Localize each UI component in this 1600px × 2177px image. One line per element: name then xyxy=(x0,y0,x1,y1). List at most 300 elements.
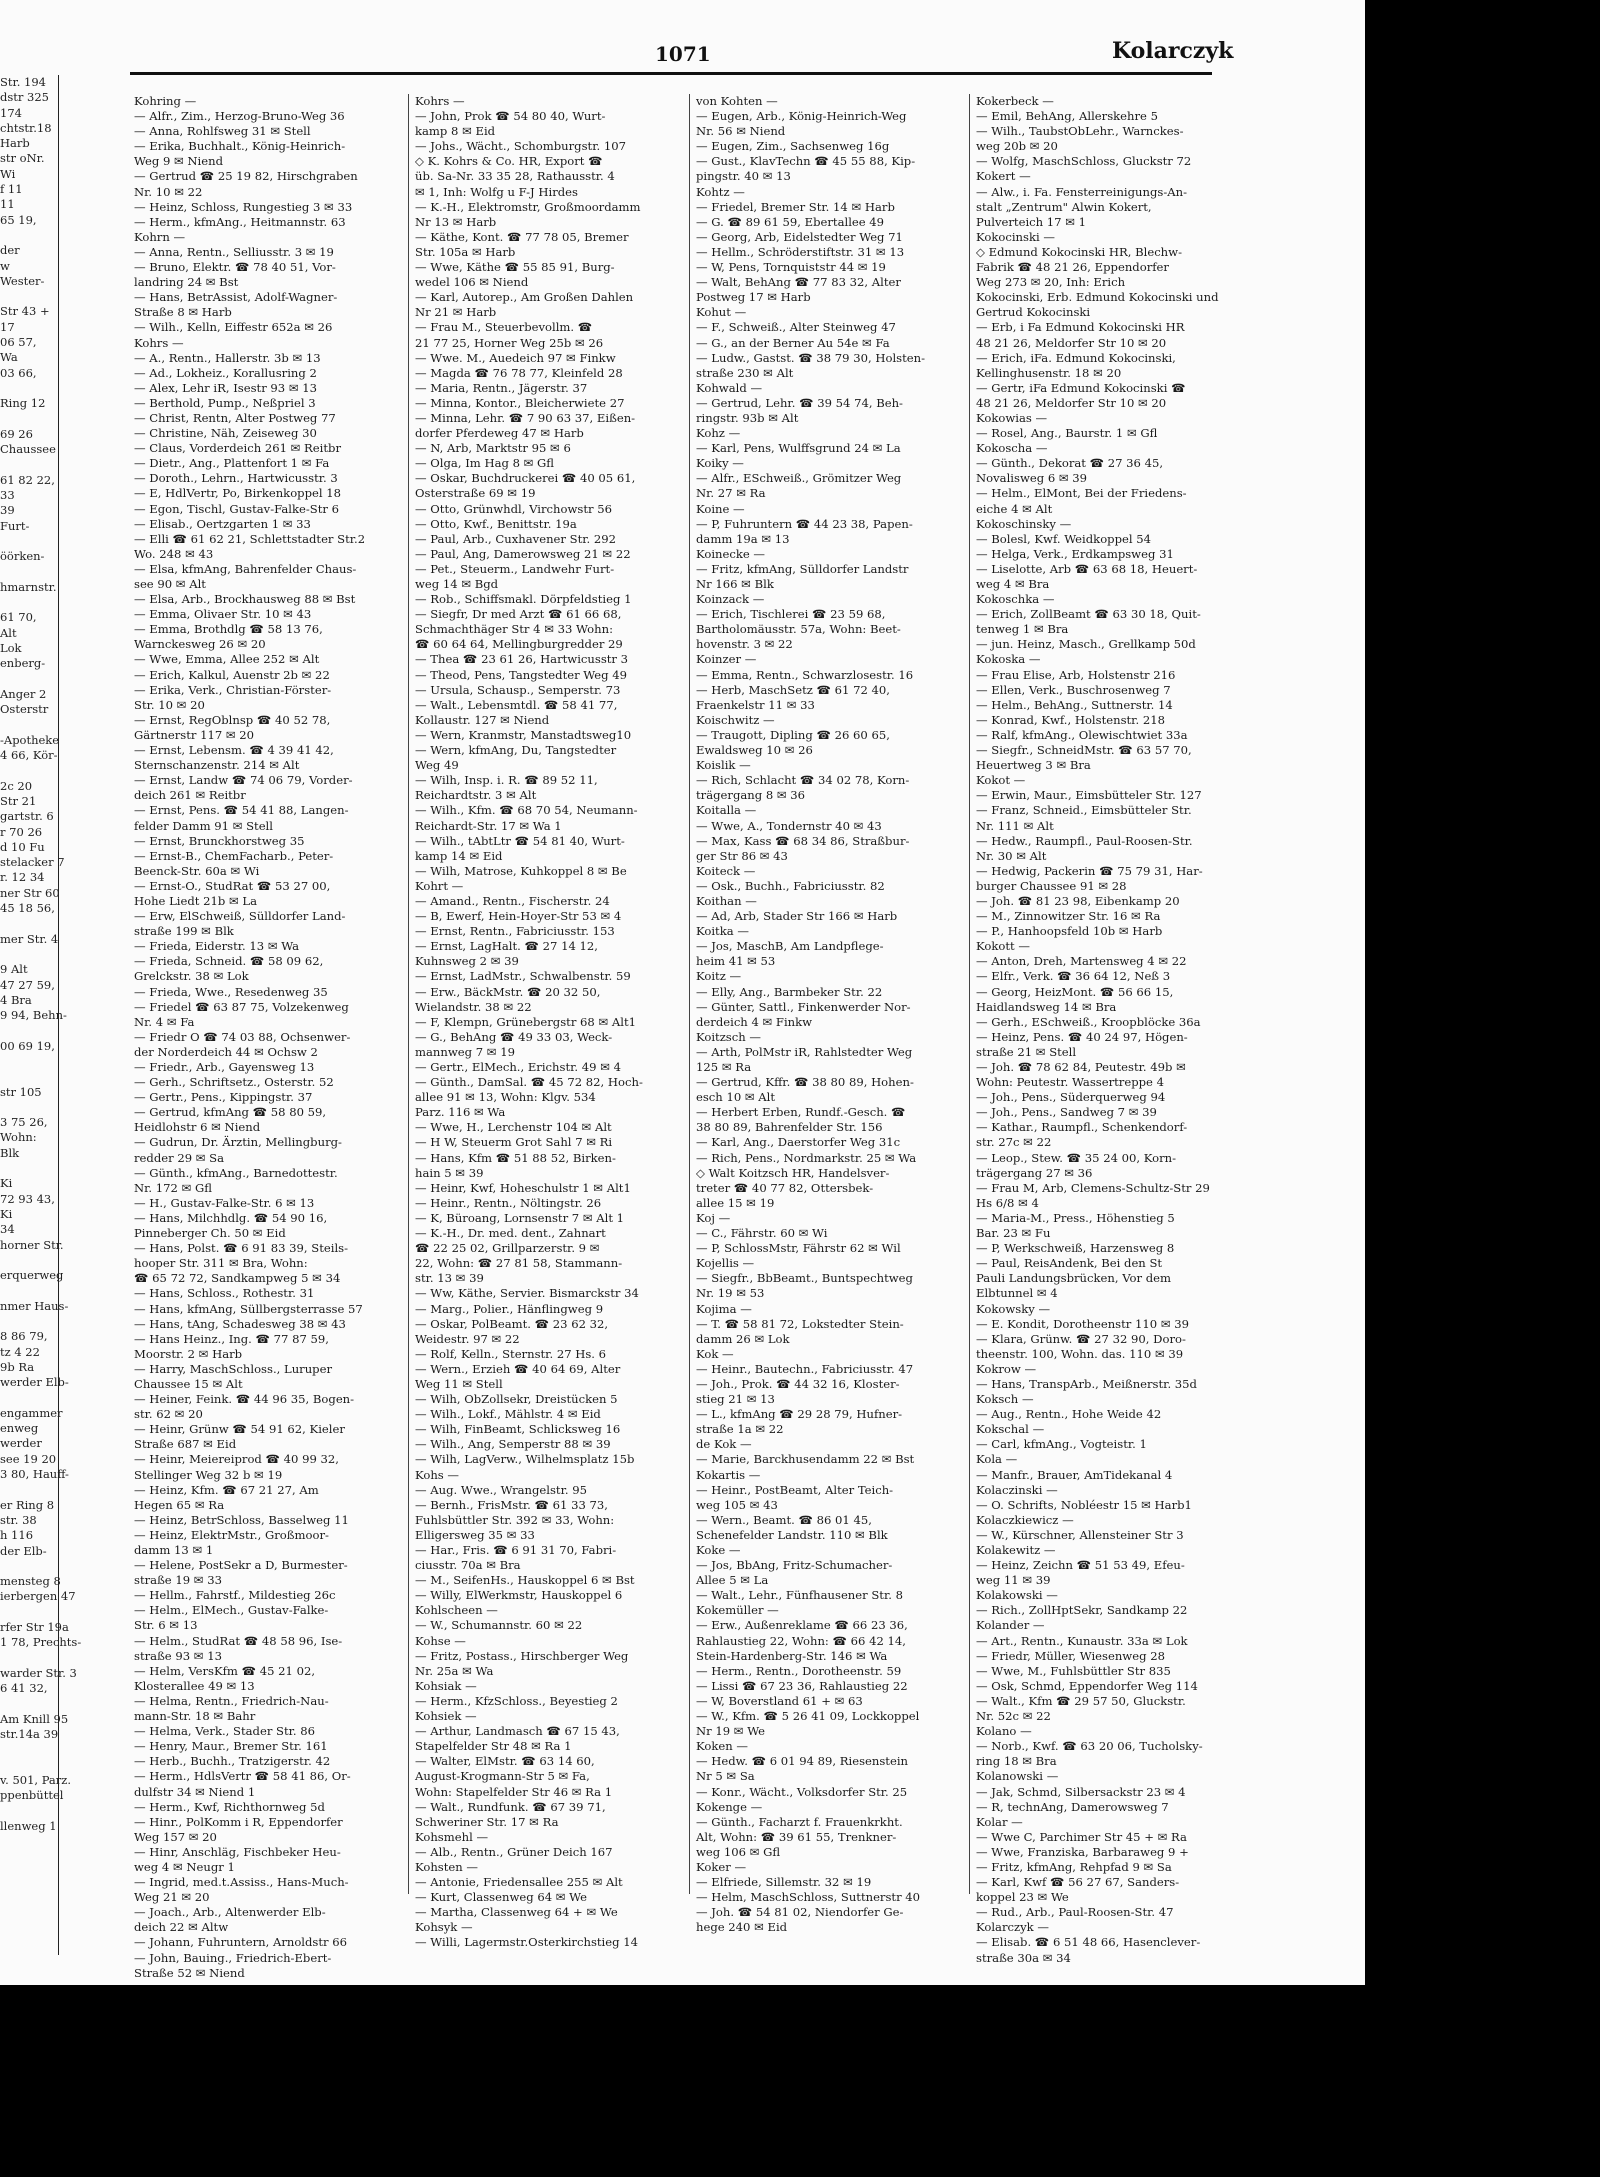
directory-entry-line: — Willy, ElWerkmstr, Hauskoppel 6 xyxy=(415,1588,623,1603)
directory-entry-line: — R, technAng, Damerowsweg 7 xyxy=(976,1799,1169,1814)
directory-entry-line: dorfer Pferdeweg 47 ✉ Harb xyxy=(415,426,584,441)
fragment-line: Ki xyxy=(0,1176,13,1191)
directory-entry-line: — Gerh., ESchweiß., Kroopblöcke 36a xyxy=(976,1014,1201,1029)
directory-entry-line: — Wwe. M., Auedeich 97 ✉ Finkw xyxy=(415,350,616,365)
surname-heading: Kolakowski — xyxy=(976,1588,1058,1603)
directory-entry-line: — Johs., Wächt., Schomburgstr. 107 xyxy=(415,139,626,154)
directory-entry-line: — Heinr., PostBeamt, Alter Teich- xyxy=(696,1482,894,1497)
directory-entry-line: ◇ K. Kohrs & Co. HR, Export ☎ xyxy=(415,154,603,169)
directory-entry-line: Pauli Landungsbrücken, Vor dem xyxy=(976,1271,1172,1286)
fragment-line: ierbergen 47 xyxy=(0,1589,76,1604)
directory-entry-line: — Herm., KfzSchloss., Beyestieg 2 xyxy=(415,1693,618,1708)
directory-entry-line: theenstr. 100, Wohn. das. 110 ✉ 39 xyxy=(976,1346,1184,1361)
fragment-line xyxy=(0,565,58,580)
directory-entry-line: — Thea ☎ 23 61 26, Hartwicusstr 3 xyxy=(415,652,629,667)
fragment-line: -Apotheke xyxy=(0,732,60,747)
directory-entry-line: — Heinz, Zeichn ☎ 51 53 49, Efeu- xyxy=(976,1558,1185,1573)
directory-entry-line: — Siegfr, Dr med Arzt ☎ 61 66 68, xyxy=(415,607,622,622)
fragment-line xyxy=(0,1696,58,1711)
directory-entry-line: 38 80 89, Bahrenfelder Str. 156 xyxy=(696,1120,883,1135)
surname-heading: Kohsten — xyxy=(415,1859,479,1874)
fragment-line: 33 xyxy=(0,488,15,503)
directory-entry-line: — Hedw., Raumpfl., Paul-Roosen-Str. xyxy=(976,833,1193,848)
directory-column-3 xyxy=(696,94,964,1935)
directory-entry-line: Reichardtstr. 3 ✉ Alt xyxy=(415,788,537,803)
directory-entry-line: Moorstr. 2 ✉ Harb xyxy=(134,1346,243,1361)
directory-column-1 xyxy=(134,94,402,1980)
directory-entry-line: — Wilh, Matrose, Kuhkoppel 8 ✉ Be xyxy=(415,863,627,878)
directory-entry-line: — Elsa, kfmAng, Bahrenfelder Chaus- xyxy=(134,561,357,576)
surname-heading: Kohwald — xyxy=(696,380,763,395)
directory-entry-line: Nr 19 ✉ We xyxy=(696,1724,766,1739)
directory-entry-line: — Friedr., Arb., Gayensweg 13 xyxy=(134,1060,315,1074)
directory-entry-line: — Friedr, Müller, Wiesenweg 28 xyxy=(976,1648,1165,1663)
fragment-line xyxy=(0,381,58,396)
directory-entry-line: — Hans, Milchhdlg. ☎ 54 90 16, xyxy=(134,1210,328,1225)
directory-entry-line: ◇ Edmund Kokocinski HR, Blechw- xyxy=(976,244,1182,259)
fragment-line: der xyxy=(0,243,20,258)
directory-entry-line: — K.-H., Elektromstr, Großmoordamm xyxy=(415,199,641,214)
directory-entry-line: — Wilh, LagVerw., Wilhelmsplatz 15b xyxy=(415,1452,635,1467)
directory-entry-line: Fabrik ☎ 48 21 26, Eppendorfer xyxy=(976,260,1169,275)
directory-entry-line: trägergang 27 ✉ 36 xyxy=(976,1165,1093,1180)
directory-entry-line: — Gertrud, Kffr. ☎ 38 80 89, Hohen- xyxy=(696,1075,914,1090)
directory-entry-line: — Harry, MaschSchloss., Luruper xyxy=(134,1361,333,1376)
directory-entry-line: — Ralf, kfmAng., Olewischtwiet 33a xyxy=(976,727,1188,742)
directory-entry-line: — Theod, Pens, Tangstedter Weg 49 xyxy=(415,667,628,682)
fragment-line xyxy=(0,1742,58,1757)
fragment-line: 3 80, Hauff- xyxy=(0,1467,69,1482)
directory-entry-line: — Frieda, Schneid. ☎ 58 09 62, xyxy=(134,954,324,969)
directory-entry-line: — Ernst-O., StudRat ☎ 53 27 00, xyxy=(134,878,331,893)
directory-entry-line: — Walt., Lehr., Fünfhausener Str. 8 xyxy=(696,1588,903,1603)
directory-entry-line: — H., Gustav-Falke-Str. 6 ✉ 13 xyxy=(134,1195,315,1210)
fragment-line xyxy=(0,1605,58,1620)
directory-entry-line: — Heinr., Rentn., Nöltingstr. 26 xyxy=(415,1195,602,1210)
directory-entry-line: — Wwe C, Parchimer Str 45 + ✉ Ra xyxy=(976,1829,1187,1844)
directory-entry-line: Weg 21 ✉ 20 xyxy=(134,1890,210,1905)
directory-entry-line: — Erw., Außenreklame ☎ 66 23 36, xyxy=(696,1618,908,1633)
directory-entry-line: — W, Pens, Tornquiststr 44 ✉ 19 xyxy=(696,260,886,275)
fragment-line: str oNr. xyxy=(0,151,45,166)
directory-entry-line: — Fritz, kfmAng, Rehpfad 9 ✉ Sa xyxy=(976,1859,1172,1874)
directory-entry-line: — Walt., Lebensmtdl. ☎ 58 41 77, xyxy=(415,697,618,712)
fragment-line: 4 Bra xyxy=(0,992,32,1007)
directory-entry-line: — Karl, Ang., Daerstorfer Weg 31c xyxy=(696,1135,901,1150)
fragment-line xyxy=(0,1651,58,1666)
directory-entry-line: August-Krogmann-Str 5 ✉ Fa, xyxy=(415,1769,590,1784)
directory-entry-line: — Christ, Rentn, Alter Postweg 77 xyxy=(134,410,336,425)
directory-entry-line: — Ad, Arb, Stader Str 166 ✉ Harb xyxy=(696,909,898,924)
directory-entry-line: Heidlohstr 6 ✉ Niend xyxy=(134,1120,261,1135)
directory-entry-line: Hs 6/8 ✉ 4 xyxy=(976,1195,1039,1210)
directory-entry-line: Stapelfelder Str 48 ✉ Ra 1 xyxy=(415,1739,572,1754)
fragment-line: engammer xyxy=(0,1405,63,1420)
fragment-line xyxy=(0,1559,58,1574)
fragment-line: werder xyxy=(0,1436,42,1451)
directory-entry-line: — Wwe, Käthe ☎ 55 85 91, Burg- xyxy=(415,260,615,275)
directory-entry-line: — T. ☎ 58 81 72, Lokstedter Stein- xyxy=(696,1316,904,1331)
fragment-line: 9 94, Behn- xyxy=(0,1008,67,1023)
directory-entry-line: — Amand., Rentn., Fischerstr. 24 xyxy=(415,893,610,908)
directory-entry-line: — Kurt, Classenweg 64 ✉ We xyxy=(415,1890,588,1905)
fragment-line xyxy=(0,457,58,472)
directory-entry-line: — E, HdlVertr, Po, Birkenkoppel 18 xyxy=(134,486,342,501)
directory-entry-line: — F, Klempn, Grünebergstr 68 ✉ Alt1 xyxy=(415,1014,637,1029)
directory-entry-line: — Marie, Barckhusendamm 22 ✉ Bst xyxy=(696,1452,915,1467)
directory-entry-line: wedel 106 ✉ Niend xyxy=(415,275,529,290)
directory-entry-line: — Paul, ReisAndenk, Bei den St xyxy=(976,1256,1163,1271)
fragment-line: enweg xyxy=(0,1421,39,1436)
fragment-line: f 11 xyxy=(0,182,23,197)
fragment-line xyxy=(0,763,58,778)
surname-heading: Kohtz — xyxy=(696,184,745,199)
fragment-line: r 70 26 xyxy=(0,824,43,839)
directory-entry-line: — Gertr, iFa Edmund Kokocinski ☎ xyxy=(976,380,1186,395)
surname-heading: Kokocinski — xyxy=(976,229,1055,244)
fragment-line: Ki xyxy=(0,1206,13,1221)
directory-entry-line: — Ernst, Brunckhorstweg 35 xyxy=(134,833,305,848)
directory-entry-line: straße 230 ✉ Alt xyxy=(696,365,794,380)
directory-entry-line: — Pet., Steuerm., Landwehr Furt- xyxy=(415,561,615,576)
directory-entry-line: — Günth., DamSal. ☎ 45 72 82, Hoch- xyxy=(415,1075,643,1090)
surname-heading: Kolakewitz — xyxy=(976,1543,1056,1557)
fragment-line xyxy=(0,1054,58,1069)
directory-entry-line: Hegen 65 ✉ Ra xyxy=(134,1497,225,1512)
directory-entry-line: hege 240 ✉ Eid xyxy=(696,1920,788,1935)
directory-entry-line: — K.-H., Dr. med. dent., Zahnart xyxy=(415,1226,606,1241)
directory-entry-line: — Siegfr., SchneidMstr. ☎ 63 57 70, xyxy=(976,743,1192,758)
directory-entry-line: — Ernst, LadMstr., Schwalbenstr. 59 xyxy=(415,969,631,984)
directory-entry-line: Weidestr. 97 ✉ 22 xyxy=(415,1331,520,1346)
directory-entry-line: — Jos, MaschB, Am Landpflege- xyxy=(696,939,884,954)
directory-entry-line: — Aug., Rentn., Hohe Weide 42 xyxy=(976,1407,1162,1422)
directory-entry-line: Klosterallee 49 ✉ 13 xyxy=(134,1678,255,1693)
directory-entry-line: — Osk, Schmd, Eppendorfer Weg 114 xyxy=(976,1678,1198,1693)
column-rule xyxy=(408,94,409,1894)
directory-entry-line: straße 199 ✉ Blk xyxy=(134,924,234,939)
surname-heading: Kokemüller — xyxy=(696,1603,779,1618)
directory-entry-line: — Helm, VersKfm ☎ 45 21 02, xyxy=(134,1663,316,1678)
fragment-line: Wohn: xyxy=(0,1130,37,1145)
directory-entry-line: — Liselotte, Arb ☎ 63 68 18, Heuert- xyxy=(976,561,1198,576)
fragment-line: ner Str 60 xyxy=(0,885,60,900)
fragment-line: gartstr. 6 xyxy=(0,809,54,824)
directory-entry-line: — C., Fährstr. 60 ✉ Wi xyxy=(696,1226,828,1241)
fragment-line xyxy=(0,947,58,962)
fragment-line: w xyxy=(0,258,10,273)
directory-entry-line: — Erb, i Fa Edmund Kokocinski HR xyxy=(976,320,1185,335)
fragment-line: enberg- xyxy=(0,656,46,671)
directory-entry-line: — Ingrid, med.t.Assiss., Hans-Much- xyxy=(134,1875,349,1890)
fragment-line xyxy=(0,1314,58,1329)
directory-entry-line: — Heinz, ElektrMstr., Großmoor- xyxy=(134,1527,329,1542)
fragment-line: Blk xyxy=(0,1145,20,1160)
fragment-line: Alt xyxy=(0,625,17,640)
directory-entry-line: damm 19a ✉ 13 xyxy=(696,531,790,546)
directory-entry-line: Nr 21 ✉ Harb xyxy=(415,305,497,320)
directory-entry-line: — P., Hanhoopsfeld 10b ✉ Harb xyxy=(976,924,1163,939)
surname-heading: Koitzsch — xyxy=(696,1029,761,1044)
directory-entry-line: — Herm., HdlsVertr ☎ 58 41 86, Or- xyxy=(134,1769,351,1784)
fragment-line: 2c 20 xyxy=(0,778,33,793)
directory-entry-line: — Olga, Im Hag 8 ✉ Gfl xyxy=(415,456,555,471)
directory-entry-line: — Marg., Polier., Hänflingweg 9 xyxy=(415,1301,604,1316)
surname-heading: Kolano — xyxy=(976,1724,1032,1739)
fragment-line: mer Str. 4 xyxy=(0,931,59,946)
directory-entry-line: kamp 14 ✉ Eid xyxy=(415,848,503,863)
directory-entry-line: Nr. 27 ✉ Ra xyxy=(696,486,766,501)
surname-heading: Kokschal — xyxy=(976,1422,1045,1437)
directory-entry-line: — Walt., Rundfunk. ☎ 67 39 71, xyxy=(415,1799,606,1814)
directory-entry-line: — Georg, HeizMont. ☎ 56 66 15, xyxy=(976,984,1174,999)
directory-entry-line: Straße 52 ✉ Niend xyxy=(134,1965,245,1980)
directory-entry-line: — Hans, BetrAssist, Adolf-Wagner- xyxy=(134,290,338,305)
surname-heading: Kohz — xyxy=(696,426,741,441)
directory-entry-line: — Erw., BäckMstr. ☎ 20 32 50, xyxy=(415,984,601,999)
directory-entry-line: — Friedr O ☎ 74 03 88, Ochsenwer- xyxy=(134,1029,351,1044)
directory-entry-line: Straße 8 ✉ Harb xyxy=(134,305,232,320)
directory-entry-line: — Frau M., Steuerbevollm. ☎ xyxy=(415,320,593,335)
directory-entry-line: Bartholomäusstr. 57a, Wohn: Beet- xyxy=(696,622,901,637)
directory-entry-line: Schenefelder Landstr. 110 ✉ Blk xyxy=(696,1527,888,1542)
directory-entry-line: — Gerh., Schriftsetz., Osterstr. 52 xyxy=(134,1075,334,1090)
directory-entry-line: Stellinger Weg 32 b ✉ 19 xyxy=(134,1467,283,1482)
surname-heading: Koitalla — xyxy=(696,803,757,818)
directory-entry-line: Ewaldsweg 10 ✉ 26 xyxy=(696,743,813,758)
directory-entry-line: straße 1a ✉ 22 xyxy=(696,1422,784,1437)
directory-entry-line: — Georg, Arb, Eidelstedter Weg 71 xyxy=(696,229,903,244)
directory-entry-line: Weg 9 ✉ Niend xyxy=(134,154,224,169)
page-number: 1071 xyxy=(655,42,711,66)
directory-entry-line: — Wern., Beamt. ☎ 86 01 45, xyxy=(696,1512,872,1527)
fragment-line: stelacker 7 xyxy=(0,855,65,870)
surname-heading: Kohring — xyxy=(134,94,197,108)
directory-entry-line: üb. Sa-Nr. 33 35 28, Rathausstr. 4 xyxy=(415,169,615,184)
surname-heading: Kokowsky — xyxy=(976,1301,1051,1316)
directory-entry-line: Schweriner Str. 17 ✉ Ra xyxy=(415,1814,559,1829)
directory-entry-line: — Hans, Kfm ☎ 51 88 52, Birken- xyxy=(415,1150,616,1165)
directory-entry-line: Beenck-Str. 60a ✉ Wi xyxy=(134,863,260,878)
directory-entry-line: — Christine, Näh, Zeiseweg 30 xyxy=(134,426,317,441)
surname-heading: Koiky — xyxy=(696,456,744,471)
directory-entry-line: felder Damm 91 ✉ Stell xyxy=(134,818,273,833)
directory-entry-line: — Eugen, Arb., König-Heinrich-Weg xyxy=(696,109,907,124)
directory-entry-line: stalt „Zentrum" Alwin Kokert, xyxy=(976,199,1152,214)
fragment-line: str.14a 39 xyxy=(0,1727,59,1742)
directory-entry-line: — Alfr., ESchweiß., Grömitzer Weg xyxy=(696,471,902,486)
directory-entry-line: — O. Schrifts, Nobléestr 15 ✉ Harb1 xyxy=(976,1497,1192,1512)
fragment-line: str 105 xyxy=(0,1084,42,1099)
directory-entry-line: Grelckstr. 38 ✉ Lok xyxy=(134,969,249,984)
directory-entry-line: deich 22 ✉ Altw xyxy=(134,1920,229,1935)
directory-entry-line: — Maria-M., Press., Höhenstieg 5 xyxy=(976,1210,1175,1225)
directory-entry-line: — Herm., Kwf, Richthornweg 5d xyxy=(134,1799,325,1814)
directory-entry-line: allee 15 ✉ 19 xyxy=(696,1195,775,1210)
directory-entry-line: — Joh., Pens., Sandweg 7 ✉ 39 xyxy=(976,1105,1157,1120)
directory-entry-line: — Bruno, Elektr. ☎ 78 40 51, Vor- xyxy=(134,260,336,275)
directory-entry-line: — Ernst, RegOblnsp ☎ 40 52 78, xyxy=(134,712,331,727)
fragment-line: Ring 12 xyxy=(0,396,46,411)
directory-entry-line: — John, Prok ☎ 54 80 40, Wurt- xyxy=(415,109,606,124)
surname-heading: Kolar — xyxy=(976,1814,1023,1829)
directory-entry-line: — Alw., i. Fa. Fensterreinigungs-An- xyxy=(976,184,1188,199)
directory-entry-line: der Norderdeich 44 ✉ Ochsw 2 xyxy=(134,1044,318,1059)
directory-entry-line: Kokocinski, Erb. Edmund Kokocinski und xyxy=(976,290,1219,305)
directory-entry-line: — Gertrud ☎ 25 19 82, Hirschgraben xyxy=(134,169,358,184)
directory-entry-line: — Otto, Kwf., Benittstr. 19a xyxy=(415,516,577,531)
fragment-line: rfer Str 19a xyxy=(0,1619,69,1634)
surname-heading: Kohsyk — xyxy=(415,1920,473,1935)
directory-entry-line: — Johann, Fuhruntern, Arnoldstr 66 xyxy=(134,1935,348,1950)
fragment-line: 6 41 32, xyxy=(0,1681,48,1696)
directory-entry-line: — Ad., Lokheiz., Korallusring 2 xyxy=(134,365,317,380)
directory-entry-line: — John, Bauing., Friedrich-Ebert- xyxy=(134,1950,332,1965)
directory-entry-line: Str. 6 ✉ 13 xyxy=(134,1618,198,1633)
directory-entry-line: — Anna, Rohlfsweg 31 ✉ Stell xyxy=(134,124,311,139)
fragment-line: 39 xyxy=(0,503,15,518)
directory-entry-line: — Doroth., Lehrn., Hartwicusstr. 3 xyxy=(134,471,338,486)
directory-entry-line: straße 19 ✉ 33 xyxy=(134,1573,222,1588)
directory-entry-line: — Carl, kfmAng., Vogteistr. 1 xyxy=(976,1437,1147,1452)
directory-entry-line: — Berthold, Pump., Neßpriel 3 xyxy=(134,395,316,410)
fragment-line xyxy=(0,595,58,610)
directory-entry-line: treter ☎ 40 77 82, Ottersbek- xyxy=(696,1180,874,1195)
directory-entry-line: — G. ☎ 89 61 59, Ebertallee 49 xyxy=(696,214,885,229)
directory-entry-line: ciusstr. 70a ✉ Bra xyxy=(415,1558,521,1573)
directory-entry-line: — Günter, Sattl., Finkenwerder Nor- xyxy=(696,999,911,1014)
directory-entry-line: — Arthur, Landmasch ☎ 67 15 43, xyxy=(415,1724,620,1739)
directory-entry-line: — Heinr, Meiereiprod ☎ 40 99 32, xyxy=(134,1452,339,1467)
fragment-line xyxy=(0,1161,58,1176)
directory-entry-line: — Alfr., Zim., Herzog-Bruno-Weg 36 xyxy=(134,109,345,124)
fragment-line: v. 501, Parz. xyxy=(0,1772,71,1787)
fragment-line: Anger 2 xyxy=(0,686,47,701)
directory-entry-line: — M., SeifenHs., Hauskoppel 6 ✉ Bst xyxy=(415,1573,635,1588)
surname-heading: Kokerbeck — xyxy=(976,94,1054,108)
directory-entry-line: — Fritz, kfmAng, Sülldorfer Landstr xyxy=(696,561,909,576)
directory-entry-line: — Karl, Autorep., Am Großen Dahlen xyxy=(415,290,634,305)
fragment-line: 61 82 22, xyxy=(0,472,55,487)
directory-entry-line: straße 30a ✉ 34 xyxy=(976,1950,1071,1965)
fragment-line xyxy=(0,916,58,931)
directory-entry-line: — Ernst-B., ChemFacharb., Peter- xyxy=(134,848,334,863)
directory-entry-line: — Emil, BehAng, Allerskehre 5 xyxy=(976,109,1158,124)
directory-entry-line: — Rob., Schiffsmakl. Dörpfeldstieg 1 xyxy=(415,592,632,607)
surname-heading: Kokoska — xyxy=(976,652,1041,667)
fragment-line: öörken- xyxy=(0,549,45,564)
directory-entry-line: — Helm., StudRat ☎ 48 58 96, Ise- xyxy=(134,1633,343,1648)
directory-entry-line: — Wwe, M., Fuhlsbüttler Str 835 xyxy=(976,1663,1171,1678)
directory-entry-line: — Frau Elise, Arb, Holstenstr 216 xyxy=(976,667,1176,682)
directory-entry-line: Gertrud Kokocinski xyxy=(976,305,1091,320)
directory-entry-line: — P, Fuhruntern ☎ 44 23 38, Papen- xyxy=(696,516,913,531)
surname-heading: Koinzack — xyxy=(696,592,765,607)
directory-entry-line: — Otto, Grünwhdl, Virchowstr 56 xyxy=(415,501,612,516)
directory-entry-line: — Helm., ElMont, Bei der Friedens- xyxy=(976,486,1187,501)
fragment-line xyxy=(0,1069,58,1084)
directory-entry-line: — Hans, tAng, Schadesweg 38 ✉ 43 xyxy=(134,1316,346,1331)
directory-entry-line: — K, Büroang, Lornsenstr 7 ✉ Alt 1 xyxy=(415,1210,625,1225)
directory-entry-line: straße 21 ✉ Stell xyxy=(976,1044,1077,1059)
directory-entry-line: weg 105 ✉ 43 xyxy=(696,1497,778,1512)
directory-entry-line: — Gust., KlavTechn ☎ 45 55 88, Kip- xyxy=(696,154,916,169)
directory-entry-line: — Wilh., Ang, Semperstr 88 ✉ 39 xyxy=(415,1437,611,1452)
fragment-line: 65 19, xyxy=(0,212,37,227)
directory-entry-line: — Erich, iFa. Edmund Kokocinski, xyxy=(976,350,1176,365)
directory-entry-line: — Herb, MaschSetz ☎ 61 72 40, xyxy=(696,682,890,697)
fragment-line: Wa xyxy=(0,350,18,365)
surname-heading: Kohsmehl — xyxy=(415,1829,489,1844)
directory-entry-line: — Günth., kfmAng., Barnedottestr. xyxy=(134,1165,338,1180)
column-rule xyxy=(689,94,690,1894)
surname-heading: Kola — xyxy=(976,1452,1018,1467)
directory-entry-line: — B, Ewerf, Hein-Hoyer-Str 53 ✉ 4 xyxy=(415,909,622,924)
directory-entry-line: eiche 4 ✉ Alt xyxy=(976,501,1053,516)
directory-entry-line: — F., Schweiß., Alter Steinweg 47 xyxy=(696,320,896,335)
directory-entry-line: — Bernh., FrisMstr. ☎ 61 33 73, xyxy=(415,1497,608,1512)
directory-entry-line: — Käthe, Kont. ☎ 77 78 05, Bremer xyxy=(415,229,629,244)
fragment-line: 61 70, xyxy=(0,610,37,625)
fragment-line: er Ring 8 xyxy=(0,1497,55,1512)
directory-entry-line: — Paul, Arb., Cuxhavener Str. 292 xyxy=(415,531,616,546)
surname-heading: Kolaczinski — xyxy=(976,1482,1058,1497)
directory-entry-line: — Rich, Schlacht ☎ 34 02 78, Korn- xyxy=(696,773,910,788)
fragment-line: Wi xyxy=(0,166,16,181)
directory-entry-line: Str. 105a ✉ Harb xyxy=(415,244,516,259)
directory-entry-line: — Hans, kfmAng, Süllbergsterrasse 57 xyxy=(134,1301,363,1316)
directory-entry-line: — Hedwig, Packerin ☎ 75 79 31, Har- xyxy=(976,863,1203,878)
fragment-line: horner Str. xyxy=(0,1237,64,1252)
directory-entry-line: — Hedw. ☎ 6 01 94 89, Riesenstein xyxy=(696,1754,908,1769)
directory-entry-line: — Kathar., Raumpfl., Schenkendorf- xyxy=(976,1120,1188,1135)
directory-entry-line: — Elisab., Oertzgarten 1 ✉ 33 xyxy=(134,516,311,531)
directory-entry-line: — Emma, Olivaer Str. 10 ✉ 43 xyxy=(134,607,312,622)
directory-entry-line: — Hinr., PolKomm i R, Eppendorfer xyxy=(134,1814,343,1829)
fragment-line xyxy=(0,1758,58,1773)
directory-entry-line: Elbtunnel ✉ 4 xyxy=(976,1286,1058,1301)
surname-heading: Koitz — xyxy=(696,969,742,984)
directory-entry-line: — Helene, PostSekr a D, Burmester- xyxy=(134,1558,348,1573)
directory-entry-line: — G., an der Berner Au 54e ✉ Fa xyxy=(696,335,890,350)
surname-heading: von Kohten — xyxy=(696,94,778,108)
directory-entry-line: — Traugott, Dipling ☎ 26 60 65, xyxy=(696,727,890,742)
directory-entry-line: Nr. 19 ✉ 53 xyxy=(696,1286,765,1301)
directory-entry-line: — Manfr., Brauer, AmTidekanal 4 xyxy=(976,1467,1173,1482)
surname-heading: Kokoscha — xyxy=(976,441,1048,456)
directory-entry-line: — Maria, Rentn., Jägerstr. 37 xyxy=(415,380,588,395)
fragment-line: werder Elb- xyxy=(0,1375,69,1390)
directory-entry-line: Chaussee 15 ✉ Alt xyxy=(134,1376,243,1391)
directory-entry-line: — Elly, Ang., Barmbeker Str. 22 xyxy=(696,984,883,999)
directory-entry-line: allee 91 ✉ 13, Wohn: Klgv. 534 xyxy=(415,1090,596,1105)
directory-entry-line: — Karl, Kwf ☎ 56 27 67, Sanders- xyxy=(976,1875,1180,1890)
surname-heading: Koksch — xyxy=(976,1392,1034,1407)
surname-heading: Kokenge — xyxy=(696,1799,763,1814)
directory-entry-line: weg 20b ✉ 20 xyxy=(976,139,1058,154)
directory-entry-line: — Wilh, ObZollsekr, Dreistücken 5 xyxy=(415,1392,618,1407)
directory-entry-line: — Heinz, BetrSchloss, Basselweg 11 xyxy=(134,1512,349,1527)
directory-entry-line: — Helga, Verk., Erdkampsweg 31 xyxy=(976,546,1174,561)
directory-entry-line: deich 261 ✉ Reitbr xyxy=(134,788,246,803)
directory-entry-line: — Emma, Rentn., Schwarzlosestr. 16 xyxy=(696,667,914,682)
directory-entry-line: Kuhnsweg 2 ✉ 39 xyxy=(415,954,519,969)
fragment-line: dstr 325 xyxy=(0,90,49,105)
directory-entry-line: — Ellen, Verk., Buschrosenweg 7 xyxy=(976,682,1171,697)
directory-entry-line: — P, SchlossMstr, Fährstr 62 ✉ Wil xyxy=(696,1241,901,1256)
directory-entry-line: — Emma, Brothdlg ☎ 58 13 76, xyxy=(134,622,323,637)
directory-entry-line: Weg 157 ✉ 20 xyxy=(134,1829,217,1844)
